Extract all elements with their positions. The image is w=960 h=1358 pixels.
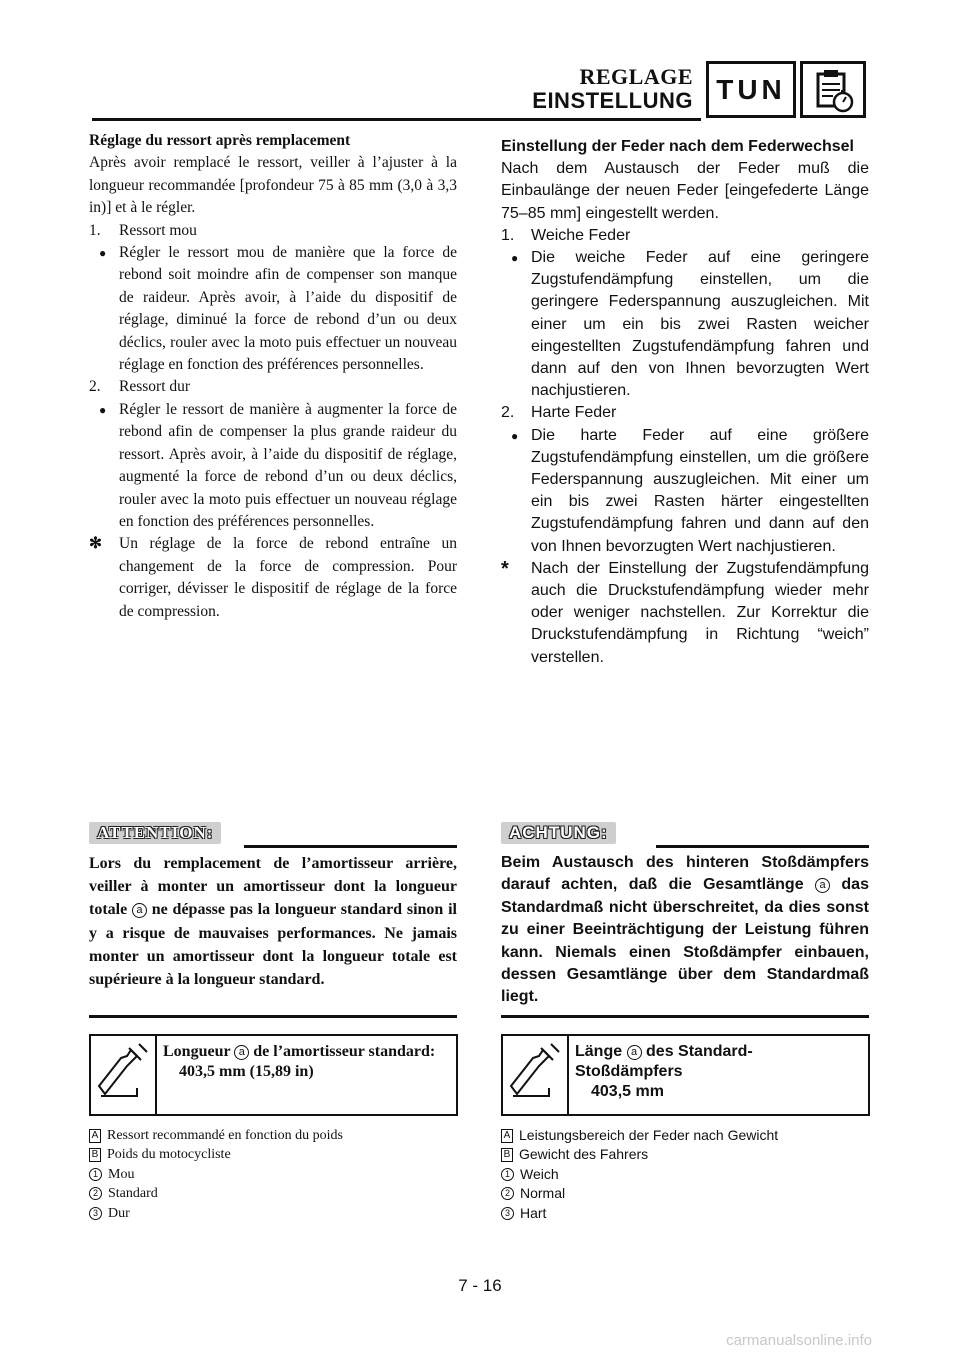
fr-heading: Réglage du ressort après remplacement <box>89 132 351 149</box>
fr-caution-header <box>89 820 457 850</box>
bullet-icon: ● <box>511 428 519 443</box>
legend-text: Dur <box>108 1205 130 1221</box>
fr-legend-item <box>89 1204 457 1223</box>
fr-item-2-title: Ressort dur <box>119 378 191 396</box>
legend-text: Mou <box>108 1166 135 1182</box>
de-spec-value: 403,5 mm <box>591 1083 664 1100</box>
legend-key: A <box>501 1129 513 1143</box>
de-caution-text-a: Beim Austausch des hinteren Stoßdämpfers darauf achten, daß die Gesamtlänge <box>501 854 869 894</box>
de-caution-header <box>501 820 869 850</box>
de-spec-text <box>575 1042 825 1102</box>
fr-item-1-bullet-text: Régler le ressort mou de manière que la force de rebond soit moindre afin de compenser son manque de raideur. Après avoir, à l’aide du dispositif de réglage, diminué la force de rebond d’un ou deux déclics, rouler avec la moto puis effectuer un nouveau réglage en fonction des préférences personnelles. <box>119 244 457 374</box>
tuning-icon-box <box>800 61 866 118</box>
fr-legend-item <box>89 1165 457 1184</box>
de-item-2-bullet <box>501 425 869 558</box>
watermark: carmanualsonline.info <box>726 1332 872 1349</box>
legend-text: Standard <box>108 1186 158 1202</box>
legend-key: 1 <box>501 1168 514 1181</box>
de-item-1 <box>501 225 869 247</box>
de-legend-item <box>501 1165 869 1184</box>
de-item-2-title: Harte Feder <box>531 404 617 422</box>
legend-text: Weich <box>520 1165 559 1182</box>
de-item-2 <box>501 402 869 424</box>
legend-key: A <box>89 1129 101 1143</box>
legend-key: 3 <box>89 1207 102 1220</box>
header-rule <box>92 118 701 121</box>
fr-item-1-number: 1. <box>89 221 101 239</box>
fr-spec-text <box>163 1042 453 1082</box>
legend-key: 1 <box>89 1168 102 1181</box>
german-column <box>501 136 869 669</box>
fr-spec-tool-cell <box>91 1036 157 1114</box>
de-legend <box>501 1126 869 1223</box>
fr-caution-text <box>89 852 457 991</box>
de-intro: Nach dem Austausch der Feder muß die Einbaulänge der neuen Feder [eingefederte Länge 75–85 mm] eingestellt werden. <box>501 160 869 222</box>
wrench-icon <box>503 1036 565 1114</box>
de-note-symbol: * <box>501 557 509 580</box>
legend-text: Hart <box>520 1204 547 1221</box>
bullet-icon: ● <box>99 402 107 417</box>
de-note <box>501 558 869 669</box>
de-note-text: Nach der Einstellung der Zugstufendämpfung auch die Druckstufendämpfung wieder mehr oder weniger nachstellen. Zur Korrektur die Druckstufendämpfung in Richtung “weich” verstellen. <box>531 559 869 666</box>
fr-legend-item <box>89 1145 457 1164</box>
dimension-a-marker: a <box>132 903 147 918</box>
de-caution-end-rule <box>501 1015 869 1018</box>
fr-spec-label-a: Longueur <box>163 1043 231 1060</box>
section-code: TUN <box>716 73 786 105</box>
de-legend-item <box>501 1145 869 1164</box>
fr-item-1 <box>89 220 457 242</box>
bullet-icon: ● <box>511 251 519 266</box>
de-legend-item <box>501 1204 869 1223</box>
de-caution-text <box>501 852 869 1009</box>
fr-legend <box>89 1126 457 1223</box>
de-item-1-bullet <box>501 247 869 402</box>
fr-item-2-number: 2. <box>89 378 101 396</box>
fr-note <box>89 533 457 623</box>
fr-item-2 <box>89 376 457 398</box>
de-caution-rule <box>656 845 869 848</box>
de-spec-box <box>501 1034 870 1116</box>
page-number: 7 - 16 <box>458 1276 502 1295</box>
de-legend-item <box>501 1126 869 1145</box>
fr-note-symbol: ✻ <box>89 535 102 553</box>
legend-text: Normal <box>520 1185 566 1202</box>
de-spec-label <box>575 1042 825 1082</box>
fr-intro: Après avoir remplacé le ressort, veiller à l’ajuster à la longueur recommandée [profondeur 75 à 85 mm (3,0 à 3,3 in)] et à le régler. <box>89 154 457 217</box>
fr-note-text: Un réglage de la force de rebond entraîne un changement de la force de compression. Pour corriger, dévisser le dispositif de réglage de la force de compression. <box>119 535 457 620</box>
fr-legend-item <box>89 1184 457 1203</box>
de-spec-tool-cell <box>503 1036 569 1114</box>
legend-key: 2 <box>89 1187 102 1200</box>
header-title-fr: REGLAGE <box>579 64 693 89</box>
dimension-a-marker: a <box>234 1045 249 1060</box>
legend-text: Gewicht des Fahrers <box>519 1146 649 1163</box>
fr-legend-item <box>89 1126 457 1145</box>
legend-key: B <box>89 1148 101 1162</box>
de-item-2-bullet-text: Die harte Feder auf eine größere Zugstufendämpfung einstellen, um die größere Federspannung auszugleichen. Mit einer um ein bis zwei Rasten härter eingestellten Zugstufendämpfung fahren und dann auf den von Ihnen bevorzugten Wert nachjustieren. <box>531 426 869 555</box>
legend-key: 3 <box>501 1207 514 1220</box>
fr-caution-label: ATTENTION: <box>89 822 221 844</box>
fr-caution-text-a: Lors du remplacement de l’amortisseur arrière, veiller à monter un amortisseur dont la longueur totale <box>89 855 457 919</box>
de-item-1-number: 1. <box>501 226 515 244</box>
de-item-1-bullet-text: Die weiche Feder auf eine geringere Zugstufendämpfung einstellen, um die geringere Federspannung auszugleichen. Mit einer um ein bis zwei Rasten weicher eingestellten Zugstufendämpfung fahren und dann auf den von Ihnen bevorzugten Wert nachjustieren. <box>531 249 869 400</box>
legend-text: Ressort recommandé en fonction du poids <box>107 1128 344 1143</box>
legend-text: Poids du motocycliste <box>107 1147 231 1163</box>
wrench-icon <box>91 1036 153 1114</box>
section-code-box <box>706 61 796 118</box>
fr-item-1-bullet <box>89 242 457 376</box>
legend-key: 2 <box>501 1187 514 1200</box>
legend-key: B <box>501 1148 513 1162</box>
fr-item-1-title: Ressort mou <box>119 221 197 239</box>
de-legend-item <box>501 1184 869 1203</box>
clipboard-stopwatch-icon <box>803 64 863 115</box>
dimension-a-marker: a <box>627 1045 642 1060</box>
fr-spec-label-b: de l’amortisseur standard: <box>253 1043 436 1060</box>
fr-item-2-bullet <box>89 399 457 533</box>
de-heading: Einstellung der Feder nach dem Federwechsel <box>501 138 854 155</box>
dimension-a-marker: a <box>815 878 830 893</box>
de-item-1-title: Weiche Feder <box>531 226 631 244</box>
legend-text: Leistungsbereich der Feder nach Gewicht <box>519 1127 779 1143</box>
fr-item-2-bullet-text: Régler le ressort de manière à augmenter la force de rebond afin de compenser la plus grande raideur du ressort. Après avoir, à l’aide du dispositif de réglage, augmenté la force de rebond d’un ou deux déclics, rouler avec la moto puis effectuer un nouveau réglage en fonction des préférences personnelles. <box>119 400 457 530</box>
fr-caution-text-b: ne dépasse pas la longueur standard sinon il y a risque de mauvaises performances. Ne jamais monter un amortisseur dont la longueur totale est supérieure à la longueur standard. <box>89 901 457 989</box>
fr-spec-box <box>89 1034 458 1116</box>
fr-spec-label <box>163 1042 453 1062</box>
bullet-icon: ● <box>99 246 107 261</box>
header-title-de: EINSTELLUNG <box>532 88 693 113</box>
fr-caution-rule <box>244 845 457 848</box>
fr-caution-end-rule <box>89 1015 457 1018</box>
de-caution-text-b: das Standardmaß nicht überschreitet, da dies sonst zu einer Beeinträchtigung der Leistung führen kann. Niemals einen Stoßdämpfer einbauen, dessen Gesamtlänge über dem Standardmaß liegt. <box>501 876 869 1006</box>
de-caution-label: ACHTUNG: <box>501 822 616 844</box>
french-column <box>89 130 457 623</box>
de-item-2-number: 2. <box>501 404 515 422</box>
fr-spec-value: 403,5 mm (15,89 in) <box>179 1063 314 1080</box>
de-spec-label-a: Länge <box>575 1043 623 1060</box>
de-spec-label-b: des Standard-Stoßdämpfers <box>575 1043 753 1080</box>
